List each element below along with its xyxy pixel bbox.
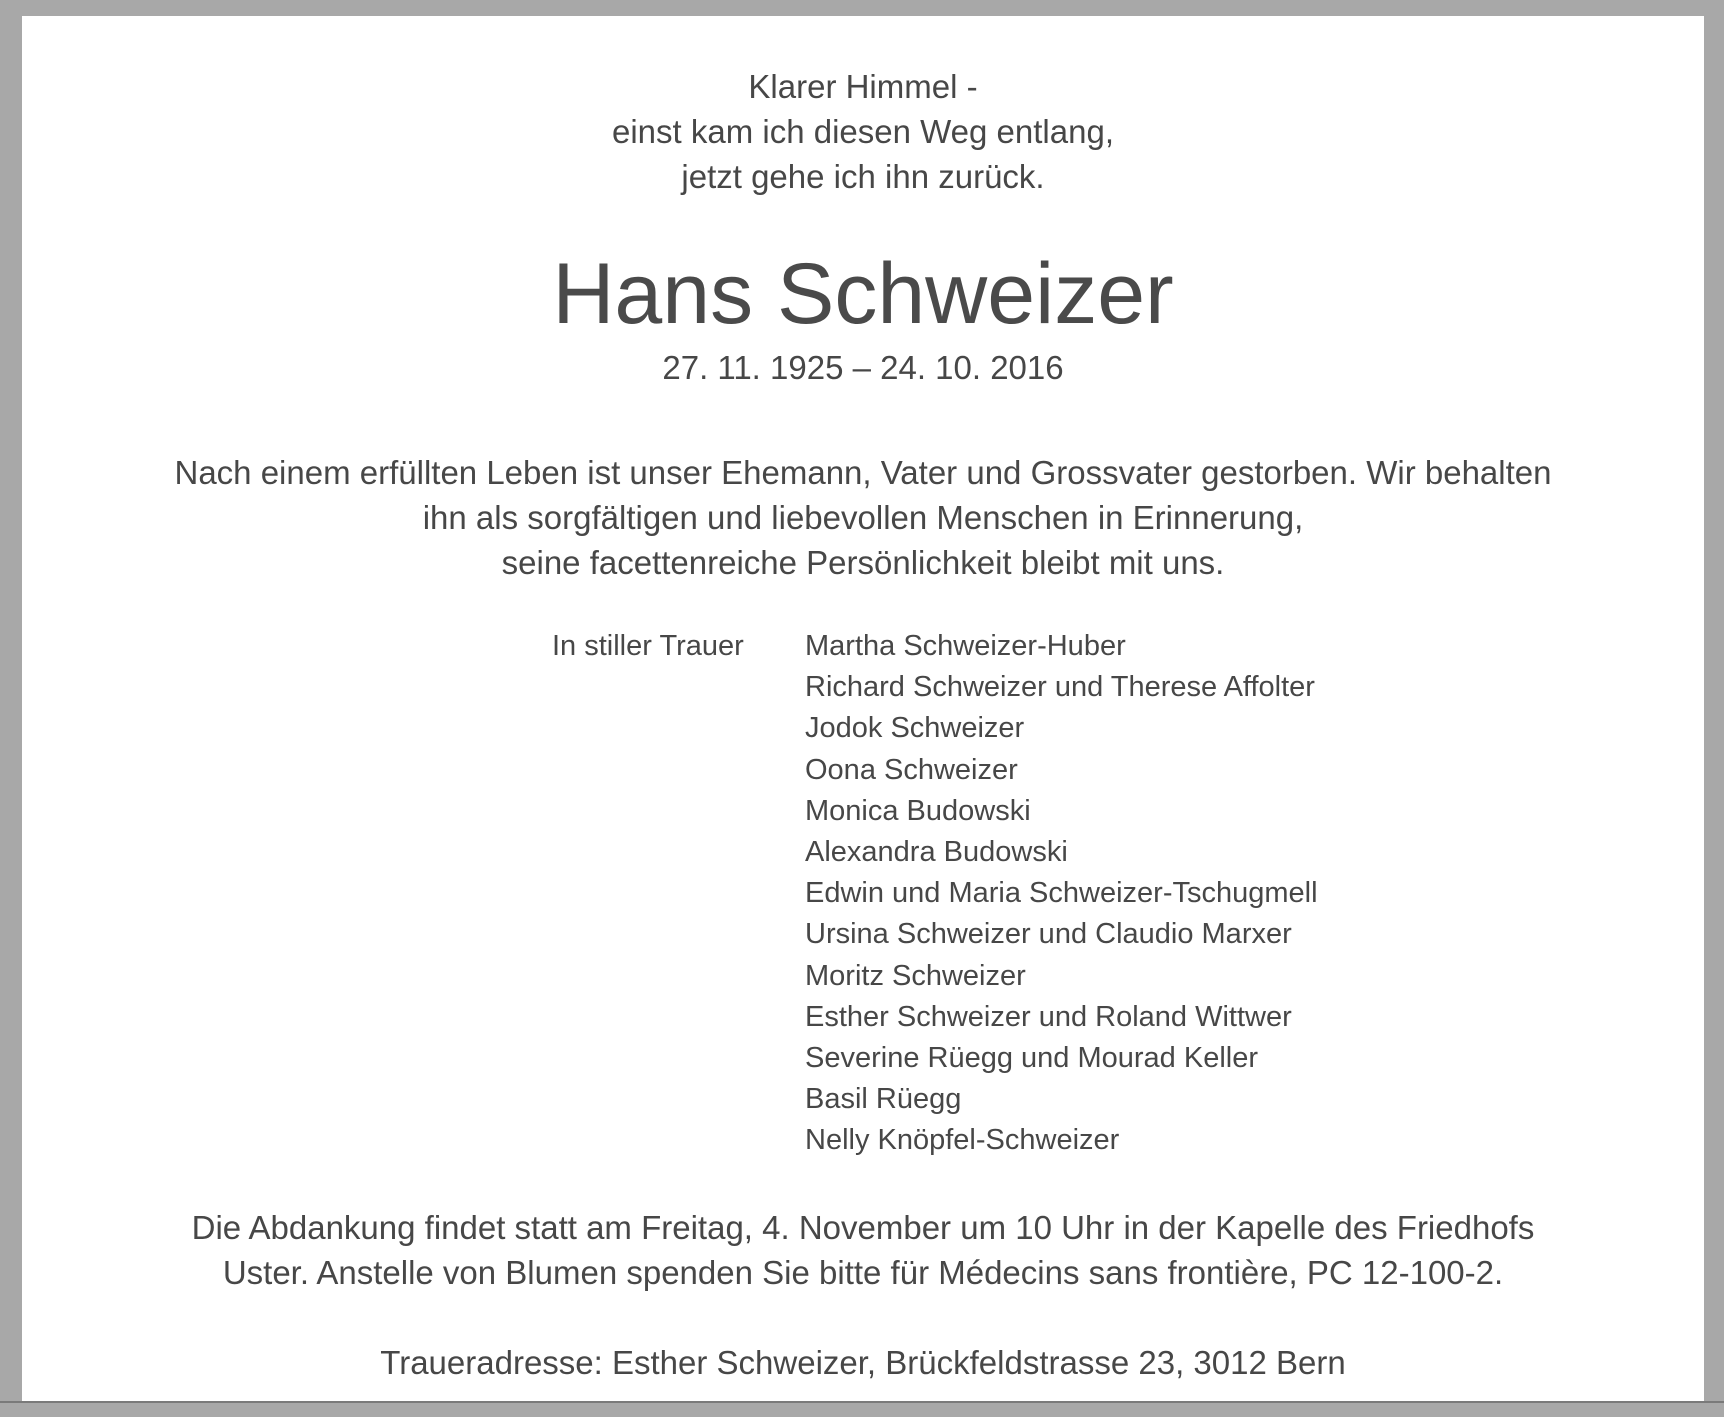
mourner-name: Richard Schweizer und Therese Affolter [805,671,1315,704]
motto-line: jetzt gehe ich ihn zurück. [681,158,1045,195]
mourner-name: Monica Budowski [805,794,1031,827]
life-dates: 27. 11. 1925 – 24. 10. 2016 [662,349,1064,386]
mourner-name: Moritz Schweizer [805,959,1026,992]
memorial-message [22,450,1704,585]
mourner-name: Alexandra Budowski [805,836,1068,869]
message-line: Nach einem erfüllten Leben ist unser Ehemann, Vater und Grossvater gestorben. Wir behalten [174,454,1552,491]
funeral-service-info [22,1205,1704,1295]
mourner-name: Severine Rüegg und Mourad Keller [805,1042,1258,1075]
mourner-name: Oona Schweizer [805,753,1018,786]
service-line: Uster. Anstelle von Blumen spenden Sie bitte für Médecins sans frontière, PC 12-100-2. [222,1254,1504,1291]
motto-line: Klarer Himmel - [748,68,978,105]
mourner-name: Edwin und Maria Schweizer-Tschugmell [805,877,1318,910]
mourner-name: Nelly Knöpfel-Schweizer [805,1124,1120,1157]
motto-poem [22,64,1704,199]
message-line: seine facettenreiche Persönlichkeit bleibt mit uns. [501,544,1225,581]
mourner-name: Esther Schweizer und Roland Wittwer [805,1000,1292,1033]
mourners-list [805,626,1605,1162]
page-divider [0,1401,1724,1403]
mourner-name: Martha Schweizer-Huber [805,630,1126,662]
service-line: Die Abdankung findet statt am Freitag, 4. November um 10 Uhr in der Kapelle des Friedhofs [191,1209,1535,1246]
mourning-address: Traueradresse: Esther Schweizer, Brückfeldstrasse 23, 3012 Bern [380,1344,1346,1381]
mourning-label: In stiller Trauer [552,630,744,662]
mourner-name: Ursina Schweizer und Claudio Marxer [805,918,1292,951]
deceased-name: Hans Schweizer [552,246,1174,342]
mourner-name: Jodok Schweizer [805,712,1025,745]
message-line: ihn als sorgfältigen und liebevollen Menschen in Erinnerung, [422,499,1304,536]
mourner-name: Basil Rüegg [805,1083,962,1116]
motto-line: einst kam ich diesen Weg entlang, [611,113,1114,150]
obituary-page [22,16,1704,1401]
